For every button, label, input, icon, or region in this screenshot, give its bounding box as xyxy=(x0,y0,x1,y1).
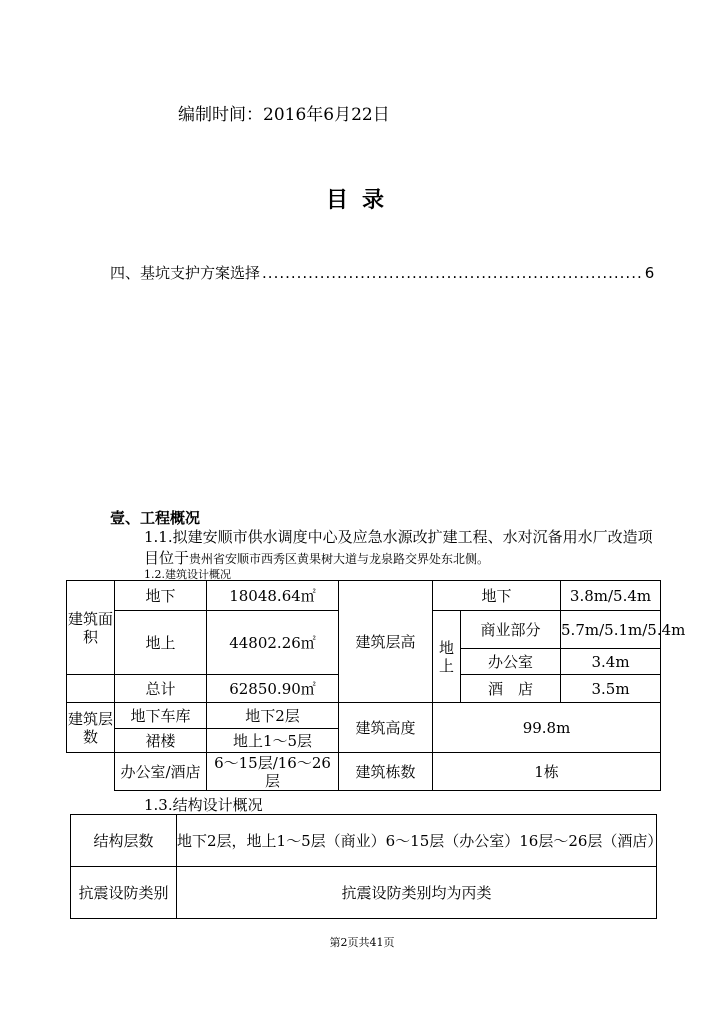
area-label: 建筑面积 xyxy=(67,581,115,675)
seismic-value: 抗震设防类别均为丙类 xyxy=(177,867,657,919)
fh-office-label: 办公室 xyxy=(461,649,561,675)
podium-value: 地上1～5层 xyxy=(207,729,339,753)
garage-label: 地下车库 xyxy=(115,703,207,729)
building-design-table xyxy=(66,580,686,791)
paragraph-1-1 xyxy=(110,527,655,570)
heading-1-2: 1.2.建筑设计概况 xyxy=(144,568,231,581)
paragraph-1-1-main: 1.1.拟建安顺市供水调度中心及应急水源改扩建工程、水对沉备用水厂改造项目位于 xyxy=(144,528,653,567)
fh-above-label: 地上 xyxy=(433,611,461,703)
height-label: 建筑高度 xyxy=(339,703,433,753)
toc-title: 目录 xyxy=(325,188,398,213)
area-label-spacer xyxy=(67,675,115,703)
total-area: 62850.90㎡ xyxy=(207,675,339,703)
struct-floors-label: 结构层数 xyxy=(71,815,177,867)
toc-entry-title: 基坑支护方案选择 xyxy=(140,264,261,282)
above-label: 地上 xyxy=(115,611,207,675)
toc-entry-number: 四、 xyxy=(110,264,141,282)
underground-label: 地下 xyxy=(115,581,207,611)
compile-date: 编制时间：2016年6月22日 xyxy=(178,105,390,125)
fh-underground-label: 地下 xyxy=(433,581,561,611)
podium-label: 裙楼 xyxy=(115,729,207,753)
fh-hotel-value: 3.5m xyxy=(561,675,661,703)
structure-design-table xyxy=(70,814,663,919)
office-hotel-label: 办公室/酒店 xyxy=(115,753,207,791)
section-heading: 壹、工程概况 xyxy=(110,509,201,527)
count-label: 建筑栋数 xyxy=(339,753,433,791)
paragraph-1-1-location: 贵州省安顺市西秀区黄果树大道与龙泉路交界处东北侧。 xyxy=(189,552,490,566)
fh-commercial-label: 商业部分 xyxy=(461,611,561,649)
floors-label: 建筑层数 xyxy=(67,703,115,753)
toc-entry-page: 6 xyxy=(644,264,655,282)
fh-commercial-value: 5.7m/5.1m/5.4m xyxy=(561,611,661,649)
floor-height-label: 建筑层高 xyxy=(339,581,433,703)
page-footer: 第2页共41页 xyxy=(329,936,395,949)
seismic-label: 抗震设防类别 xyxy=(71,867,177,919)
toc-entry[interactable] xyxy=(110,262,655,283)
toc-entry-leader: .................................................................. xyxy=(262,264,643,282)
above-area: 44802.26㎡ xyxy=(207,611,339,675)
height-value: 99.8m xyxy=(433,703,661,753)
empty-cell xyxy=(67,753,115,791)
fh-office-value: 3.4m xyxy=(561,649,661,675)
fh-underground-value: 3.8m/5.4m xyxy=(561,581,661,611)
total-label: 总计 xyxy=(115,675,207,703)
fh-hotel-label: 酒 店 xyxy=(461,675,561,703)
struct-floors-value: 地下2层，地上1～5层（商业）6～15层（办公室）16层～26层（酒店） xyxy=(177,815,657,867)
heading-1-3: 1.3.结构设计概况 xyxy=(144,796,263,814)
count-value: 1栋 xyxy=(433,753,661,791)
garage-value: 地下2层 xyxy=(207,703,339,729)
underground-area: 18048.64㎡ xyxy=(207,581,339,611)
office-hotel-value: 6～15层/16～26层 xyxy=(207,753,339,791)
